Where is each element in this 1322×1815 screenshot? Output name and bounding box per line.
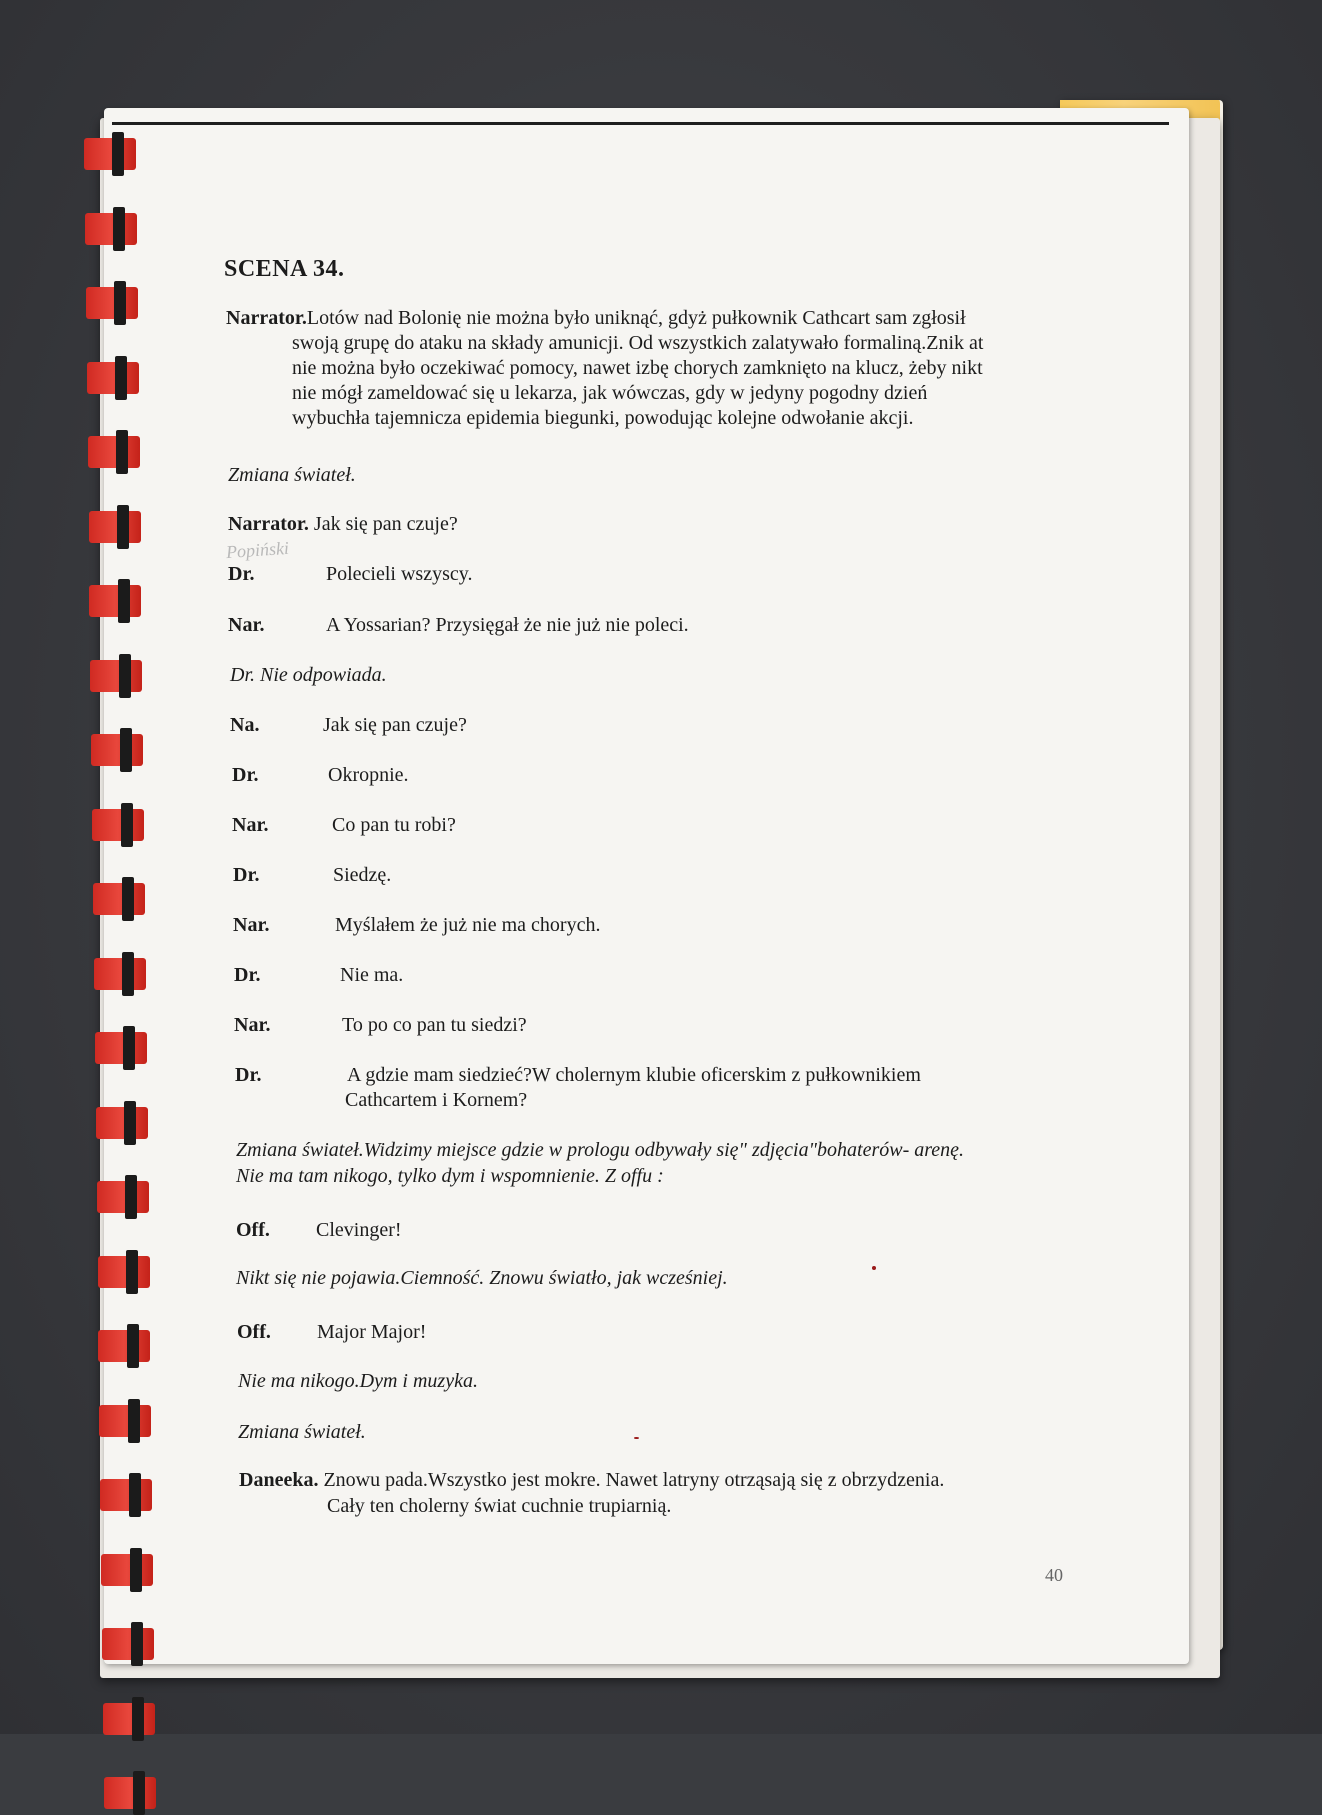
- stage-direction: Nikt się nie pojawia.Ciemność. Znowu światło, jak wcześniej.: [236, 1267, 728, 1289]
- dialogue-line: [228, 613, 689, 638]
- dialogue-text: Siedzę.: [333, 864, 392, 886]
- speaker-label: Daneeka.: [239, 1469, 319, 1491]
- stage-direction: [236, 1137, 964, 1189]
- narration-line: wybuchła tajemnicza epidemia biegunki, powodując kolejne odwołanie akcji.: [292, 407, 914, 429]
- speaker-label: Nar.: [228, 614, 265, 636]
- narration-line: Lotów nad Bolonię nie można było uniknąć, gdyż pułkownik Cathcart sam zgłosił: [306, 307, 966, 329]
- stage-direction: Nie ma nikogo.Dym i muzyka.: [238, 1370, 478, 1392]
- speaker-label: Dr.: [232, 764, 259, 786]
- speaker-label: Nar.: [233, 914, 270, 936]
- dialogue-text: Znowu pada.Wszystko jest mokre. Nawet latryny otrząsają się z obrzydzenia.: [323, 1469, 945, 1491]
- dialogue-line: [232, 813, 456, 838]
- dialogue-text: To po co pan tu siedzi?: [342, 1014, 527, 1036]
- dialogue-continuation: Cathcartem i Kornem?: [345, 1089, 528, 1111]
- speaker-label: Dr.: [233, 864, 260, 886]
- speaker-label: Off.: [236, 1219, 270, 1241]
- scene-title: SCENA 34.: [224, 256, 345, 282]
- dialogue-line: [232, 763, 409, 788]
- dialogue-line: [235, 1063, 921, 1088]
- dialogue-text: Nie ma.: [340, 964, 404, 986]
- speaker-label: Narrator.: [226, 307, 307, 329]
- speaker-label: Dr.: [228, 563, 255, 585]
- speaker-label: Nar.: [232, 814, 269, 836]
- narration-line: nie można było oczekiwać pomocy, nawet izbę chorych zamknięto na klucz, żeby nikt: [292, 357, 983, 379]
- stage-line: Zmiana świateł.Widzimy miejsce gdzie w prologu odbywały się" zdjęcia"bohaterów- arenę.: [236, 1139, 965, 1161]
- dialogue-continuation: Cały ten cholerny świat cuchnie trupiarnią.: [327, 1495, 672, 1517]
- dialogue-line: [230, 713, 467, 738]
- dialogue-text: Co pan tu robi?: [332, 814, 456, 836]
- page-number: 40: [1045, 1565, 1063, 1585]
- narration-line: swoją grupę do ataku na składy amunicji. Od wszystkich zalatywało formaliną.Znik at: [292, 332, 984, 354]
- dialogue-line: [239, 1468, 944, 1493]
- speaker-label: Na.: [230, 714, 260, 736]
- stage-direction: Zmiana świateł.: [228, 464, 356, 486]
- speaker-label: Narrator.: [228, 513, 309, 535]
- ink-speck: [634, 1437, 639, 1439]
- speaker-label: Nar.: [234, 1014, 271, 1036]
- dialogue-line: [228, 512, 458, 537]
- dialogue-line: [237, 1320, 426, 1345]
- dialogue-line: [233, 863, 391, 888]
- dialogue-text: Jak się pan czuje?: [313, 513, 458, 535]
- dialogue-text: Clevinger!: [316, 1219, 402, 1241]
- narrator-paragraph: [226, 306, 1056, 431]
- stage-line: Nie ma tam nikogo, tylko dym i wspomnienie. Z offu :: [236, 1165, 664, 1187]
- dialogue-line: [234, 1013, 527, 1038]
- stage-direction: Zmiana świateł.: [238, 1421, 366, 1443]
- dialogue-text: Myślałem że już nie ma chorych.: [335, 914, 601, 936]
- dialogue-text: A gdzie mam siedzieć?W cholernym klubie oficerskim z pułkownikiem: [347, 1064, 921, 1086]
- stage-direction: Dr. Nie odpowiada.: [230, 664, 387, 686]
- speaker-label: Off.: [237, 1321, 271, 1343]
- dialogue-text: A Yossarian? Przysięgał że nie już nie poleci.: [326, 614, 689, 636]
- dialogue-text: Polecieli wszyscy.: [326, 563, 473, 585]
- speaker-label: Dr.: [235, 1064, 262, 1086]
- dialogue-text: Major Major!: [317, 1321, 427, 1343]
- ink-speck: [872, 1266, 876, 1270]
- dialogue-line: [233, 913, 600, 938]
- narration-line: nie mógł zameldować się u lekarza, jak wówczas, gdy w jedyny pogodny dzień: [292, 382, 928, 404]
- pencil-annotation: Popiński: [225, 537, 290, 563]
- binding-hole: [133, 1771, 145, 1815]
- speaker-label: Dr.: [234, 964, 261, 986]
- binding-ring: [104, 1777, 156, 1809]
- dialogue-line: [236, 1218, 402, 1243]
- dialogue-line: [228, 562, 472, 587]
- dialogue-line: [234, 963, 403, 988]
- dialogue-text: Jak się pan czuje?: [323, 714, 467, 736]
- dialogue-text: Okropnie.: [328, 764, 409, 786]
